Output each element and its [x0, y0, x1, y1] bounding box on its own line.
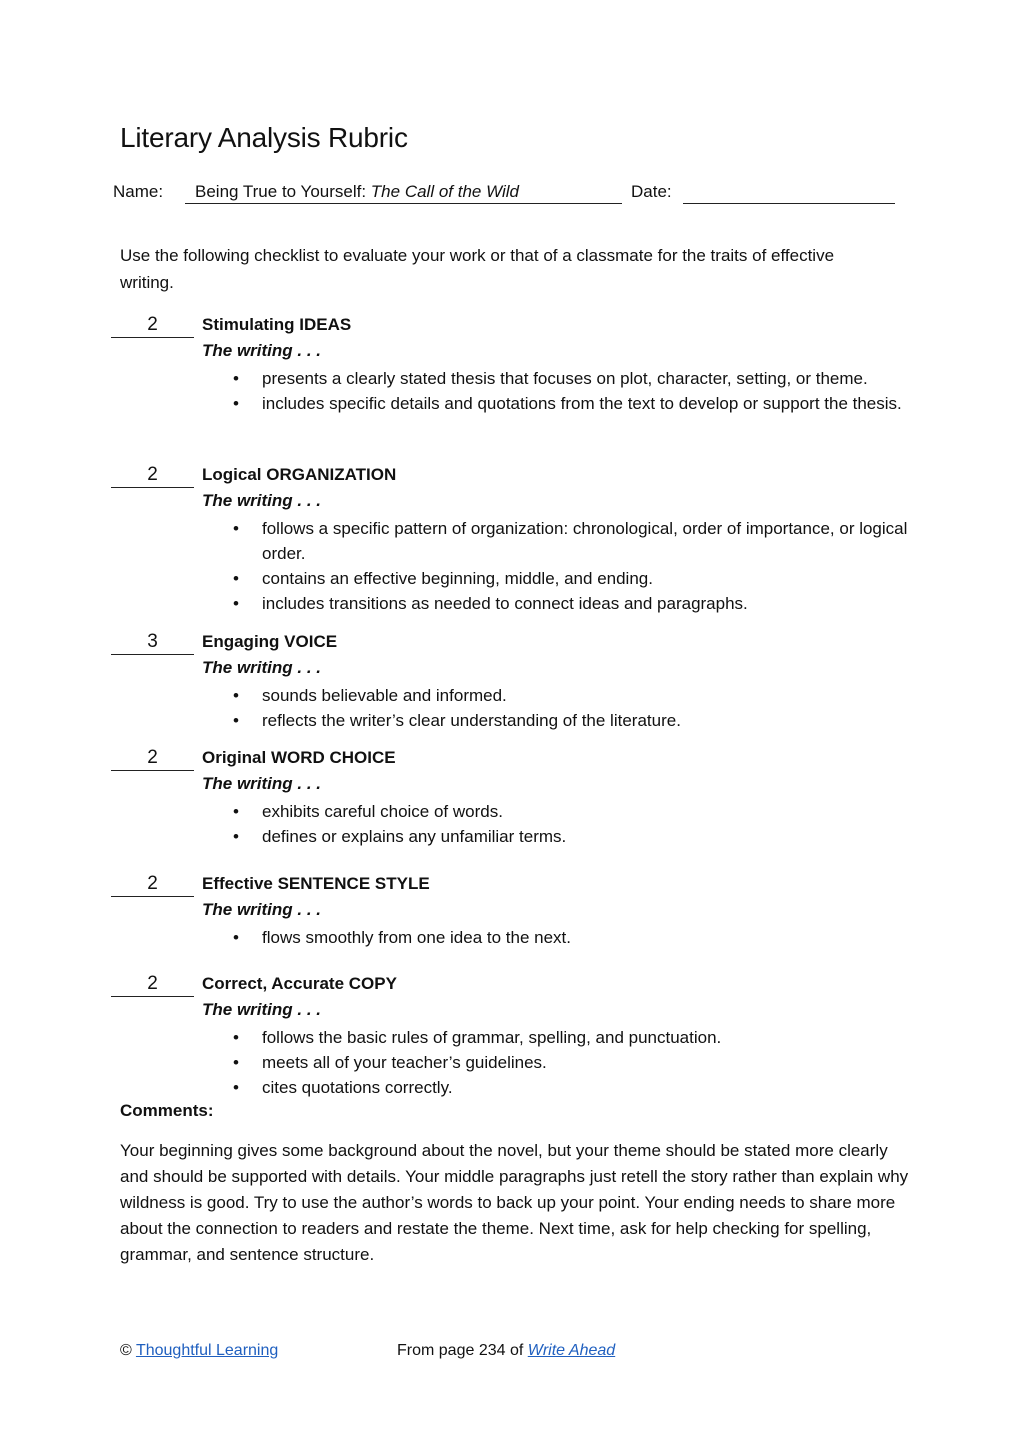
- name-date-row: [113, 180, 913, 206]
- list-item: • defines or explains any unfamiliar terms.: [262, 824, 942, 849]
- trait-name: Engaging VOICE: [202, 632, 338, 651]
- comments-text: Your beginning gives some background about the novel, but your theme should be stated more clearly and should be supported with details. Your middle paragraphs just retell the story rather than explain why wildness is good. Try to use the author’s words to back up your point. Your ending needs to share more about the connection to readers and restate the theme. Next time, ask for help checking for spelling, grammar, and sentence structure.: [120, 1141, 909, 1264]
- copyright-symbol: ©: [120, 1342, 132, 1359]
- list-item: • includes transitions as needed to connect ideas and paragraphs.: [262, 591, 942, 616]
- trait-lead: The writing . . .: [202, 900, 321, 919]
- list-item: • follows a specific pattern of organization: chronological, order of importance, or logical order.: [262, 516, 942, 566]
- trait-bullet-list: [262, 1025, 942, 1100]
- date-label: Date:: [631, 182, 672, 201]
- date-field[interactable]: [683, 180, 895, 204]
- trait-lead: The writing . . .: [202, 658, 321, 677]
- source-prefix: From page 234 of: [397, 1342, 528, 1359]
- trait-lead: The writing . . .: [202, 491, 321, 510]
- score-field[interactable]: 2: [111, 462, 194, 488]
- name-label: Name:: [113, 182, 164, 201]
- list-item: • presents a clearly stated thesis that focuses on plot, character, setting, or theme.: [262, 366, 942, 391]
- footer: [120, 1342, 920, 1360]
- comments-label: Comments:: [120, 1101, 214, 1120]
- list-item: • sounds believable and informed.: [262, 683, 942, 708]
- trait-bullet-list: [262, 683, 942, 733]
- trait-bullet-list: [262, 366, 942, 416]
- trait-name: Effective SENTENCE STYLE: [202, 874, 430, 893]
- list-item: • meets all of your teacher’s guidelines.: [262, 1050, 942, 1075]
- list-item: • flows smoothly from one idea to the next.: [262, 925, 942, 950]
- trait-name: Correct, Accurate COPY: [202, 974, 397, 993]
- list-item: • follows the basic rules of grammar, spelling, and punctuation.: [262, 1025, 942, 1050]
- score-field[interactable]: 2: [111, 971, 194, 997]
- instructions: Use the following checklist to evaluate your work or that of a classmate for the traits of effective writing.: [120, 246, 835, 292]
- trait-name: Stimulating IDEAS: [202, 315, 352, 334]
- book-link[interactable]: [528, 1342, 615, 1359]
- name-value-book-title: The Call of the Wild: [370, 182, 519, 201]
- trait-lead: The writing . . .: [202, 1000, 321, 1019]
- list-item: • exhibits careful choice of words.: [262, 799, 942, 824]
- list-item: • reflects the writer’s clear understanding of the literature.: [262, 708, 942, 733]
- book-link-text: Write Ahead: [527, 1342, 616, 1359]
- score-field[interactable]: 2: [111, 312, 194, 338]
- score-field[interactable]: 2: [111, 745, 194, 771]
- publisher-link[interactable]: Thoughtful Learning: [135, 1342, 279, 1359]
- list-item: • includes specific details and quotations from the text to develop or support the thesis.: [262, 391, 942, 416]
- trait-lead: The writing . . .: [202, 774, 321, 793]
- name-field[interactable]: [185, 180, 622, 204]
- trait-bullet-list: [262, 925, 942, 950]
- source-citation: [397, 1342, 615, 1360]
- score-field[interactable]: 2: [111, 871, 194, 897]
- name-value-prefix: Being True to Yourself:: [195, 182, 371, 201]
- list-item: • contains an effective beginning, middle, and ending.: [262, 566, 942, 591]
- list-item: • cites quotations correctly.: [262, 1075, 942, 1100]
- trait-name: Logical ORGANIZATION: [202, 465, 397, 484]
- trait-lead: The writing . . .: [202, 341, 321, 360]
- page-title: Literary Analysis Rubric: [120, 122, 408, 153]
- trait-bullet-list: [262, 799, 942, 849]
- trait-bullet-list: [262, 516, 942, 616]
- score-field[interactable]: 3: [111, 629, 194, 655]
- trait-name: Original WORD CHOICE: [202, 748, 396, 767]
